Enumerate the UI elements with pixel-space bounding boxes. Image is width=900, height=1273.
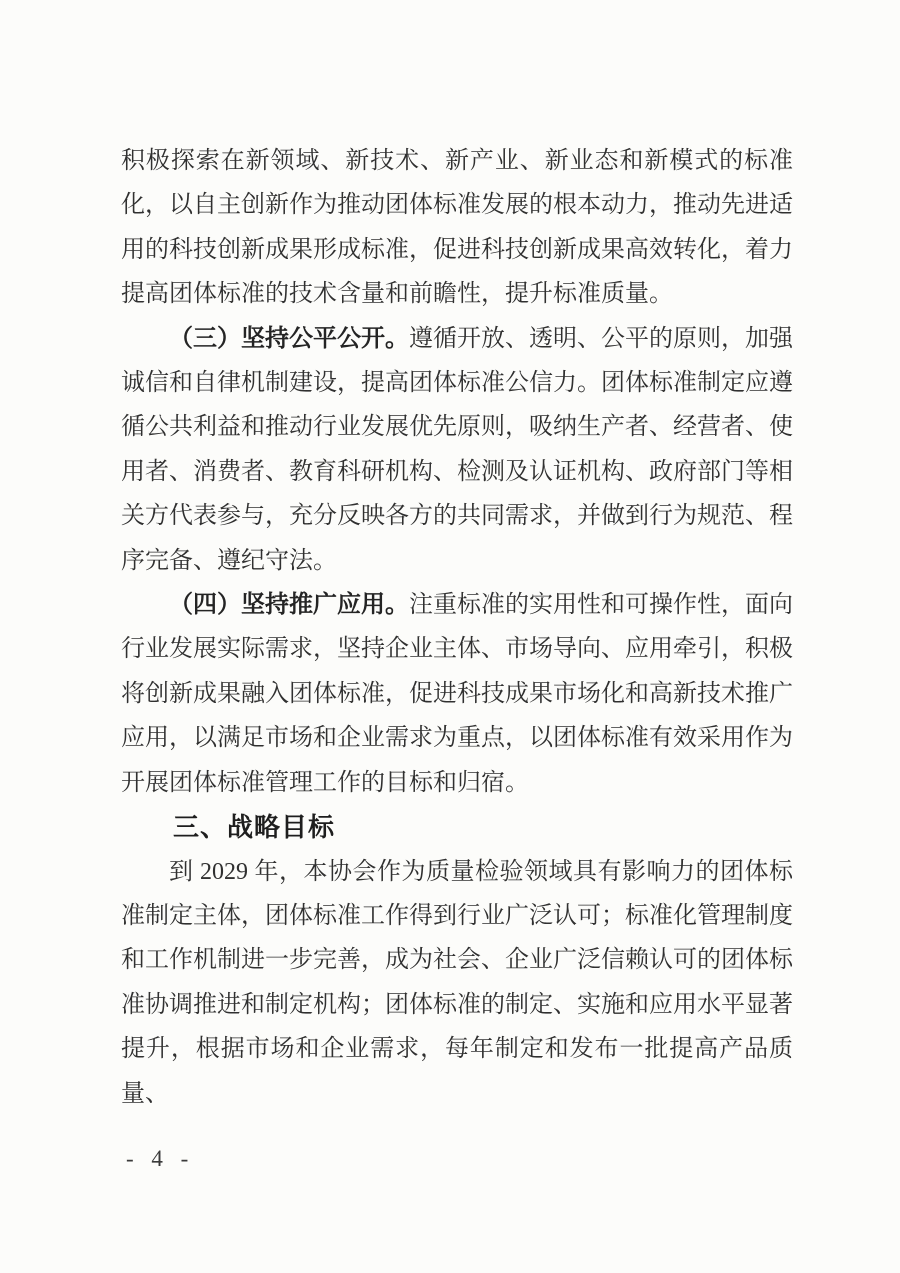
paragraph-standardization-innovation xyxy=(121,139,793,317)
paragraph-text: 遵循开放、透明、公平的原则，加强诚信和自律机制建设，提高团体标准公信力。团体标准制定应遵循公共利益和推动行业发展优先原则，吸纳生产者、经营者、使用者、消费者、教育科研机构、检测及认证机构、政府部门等相关方代表参与，充分反映各方的共同需求，并做到行为规范、程序完备、遵纪守法。 xyxy=(121,325,793,574)
paragraph-text: 到 2029 年，本协会作为质量检验领域具有影响力的团体标准制定主体，团体标准工作得到行业广泛认可；标准化管理制度和工作机制进一步完善，成为社会、企业广泛信赖认可的团体标准协调推进和制定机构；团体标准的制定、实施和应用水平显著提升，根据市场和企业需求，每年制定和发布一批提高产品质量、 xyxy=(121,858,793,1107)
document-body xyxy=(121,139,793,1116)
paragraph-principle-fairness xyxy=(121,317,793,583)
paragraph-strategic-goals xyxy=(121,850,793,1116)
paragraph-lead-bold: （三）坚持公平公开。 xyxy=(169,325,409,352)
paragraph-lead-bold: （四）坚持推广应用。 xyxy=(169,592,409,619)
section-heading-strategic-goals: 三、战略目标 xyxy=(173,812,336,843)
page-number: - 4 - xyxy=(126,1146,195,1171)
paragraph-text: 注重标准的实用性和可操作性，面向行业发展实际需求，坚持企业主体、市场导向、应用牵引，积极将创新成果融入团体标准，促进科技成果市场化和高新技术推广应用，以满足市场和企业需求为重点，以团体标准有效采用作为开展团体标准管理工作的目标和归宿。 xyxy=(121,592,793,796)
paragraph-principle-application xyxy=(121,583,793,805)
paragraph-text: 积极探索在新领域、新技术、新产业、新业态和新模式的标准化，以自主创新作为推动团体标准发展的根本动力，推动先进适用的科技创新成果形成标准，促进科技创新成果高效转化，着力提高团体标准的技术含量和前瞻性，提升标准质量。 xyxy=(121,148,793,308)
